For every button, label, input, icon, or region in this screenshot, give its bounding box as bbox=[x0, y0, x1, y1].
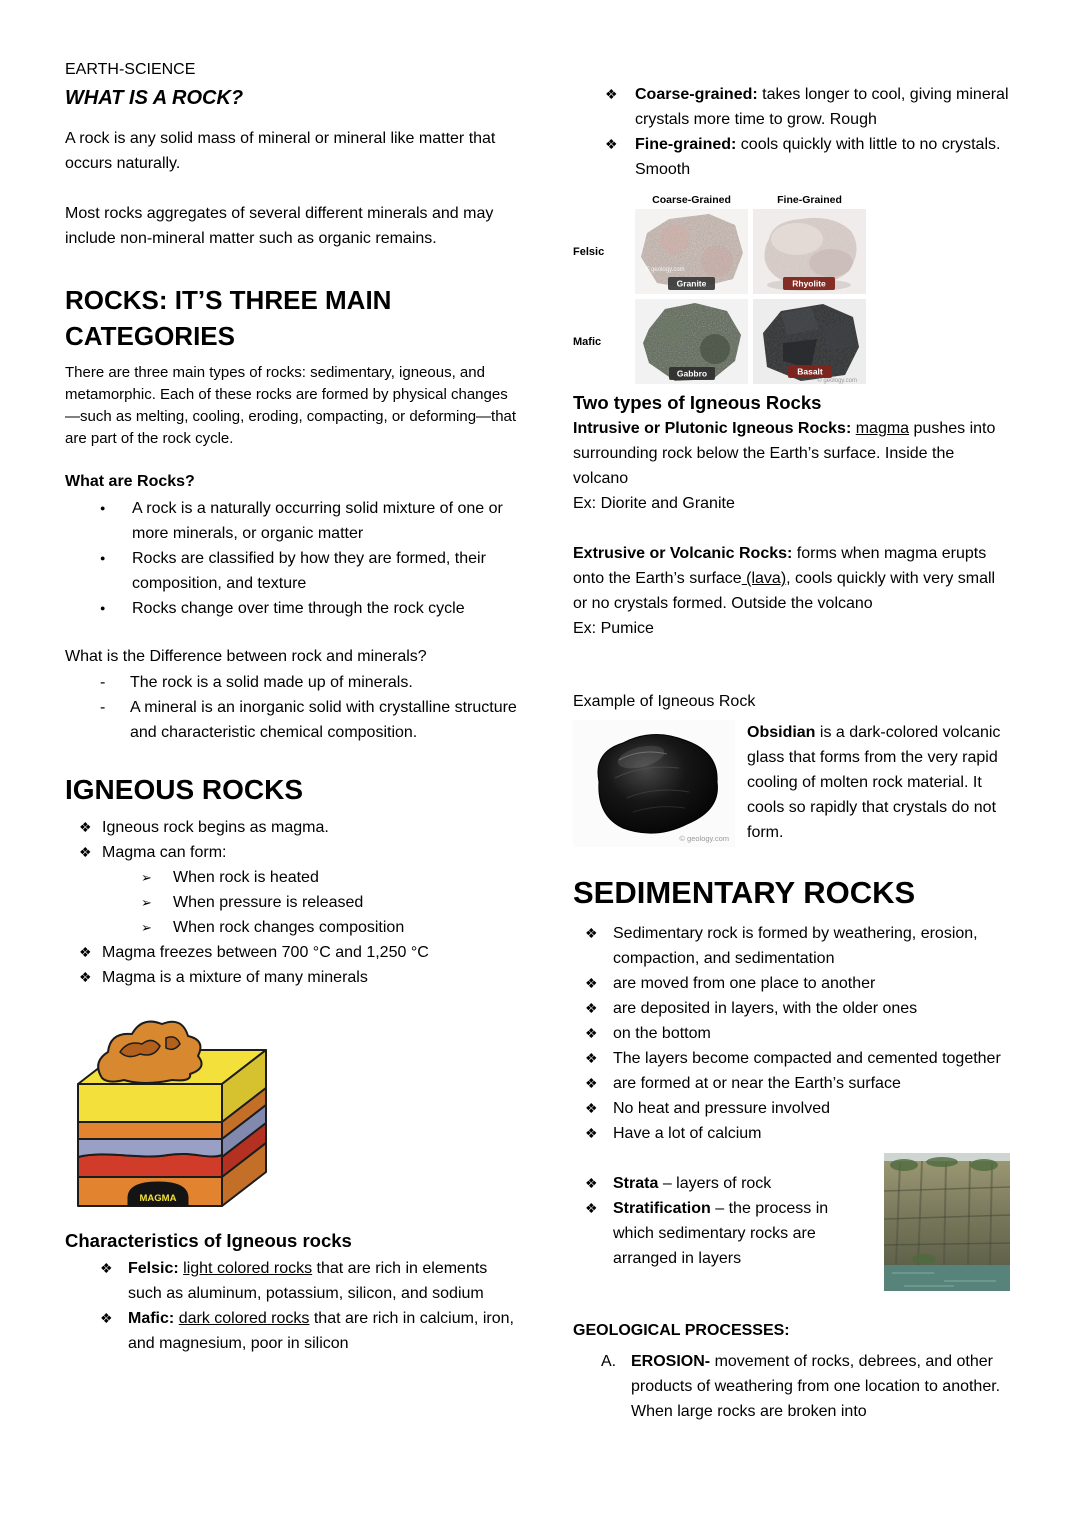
diamond-bullet-icon bbox=[585, 971, 613, 996]
intrusive-underlined: magma bbox=[855, 420, 910, 437]
difference-list bbox=[65, 670, 521, 745]
diamond-bullet-icon bbox=[585, 1121, 613, 1146]
what-are-rocks-list bbox=[65, 496, 521, 623]
igneous-rock-comparison-figure bbox=[573, 194, 1010, 384]
diamond-bullet-icon bbox=[79, 840, 102, 865]
diamond-bullet-icon bbox=[79, 940, 102, 965]
geological-processes-heading: GEOLOGICAL PROCESSES: bbox=[573, 1322, 790, 1339]
intro-paragraph-2: Most rocks aggregates of several different minerals and may include non-mineral matter such as organic remains. bbox=[65, 205, 494, 247]
felsic-item bbox=[100, 1256, 521, 1306]
granite-photo bbox=[635, 209, 748, 294]
coarse-grained-item bbox=[605, 82, 1010, 132]
diamond-bullet-icon bbox=[585, 921, 613, 946]
list-item: ➢ When rock changes composition bbox=[141, 915, 521, 940]
mafic-underlined: dark colored rocks bbox=[178, 1310, 310, 1327]
erosion-text: movement of rocks, debrees, and other products of weathering from one location to another. When large rocks are broken into bbox=[631, 1353, 1001, 1420]
strata-section bbox=[573, 1171, 1010, 1291]
list-item: ➢ When rock is heated bbox=[141, 865, 521, 890]
magma-forms-list bbox=[65, 865, 521, 940]
magma-label: MAGMA bbox=[139, 1193, 177, 1204]
extrusive-text: , cools quickly with very small or no crystals formed. Outside the volcano bbox=[573, 570, 996, 612]
what-are-rocks-heading: What are Rocks? bbox=[65, 473, 195, 490]
coarse-label: Coarse-grained: bbox=[635, 86, 758, 103]
sedimentary-list bbox=[573, 921, 1010, 1146]
erosion-item bbox=[601, 1349, 1010, 1424]
intrusive-example: Ex: Diorite and Granite bbox=[573, 495, 735, 512]
coarse-text: takes longer to cool, giving mineral crystals more time to grow. Rough bbox=[635, 86, 1009, 128]
disc-bullet-icon bbox=[100, 546, 132, 573]
list-item: ➢ When pressure is released bbox=[141, 890, 521, 915]
obsidian-label: Obsidian bbox=[747, 724, 816, 741]
diamond-bullet-icon bbox=[79, 815, 102, 840]
difference-question: What is the Difference between rock and minerals? bbox=[65, 648, 427, 665]
alpha-list-marker: A. bbox=[601, 1353, 617, 1370]
list-item: ❖ are moved from one place to another bbox=[585, 971, 1010, 996]
diamond-bullet-icon bbox=[605, 82, 635, 107]
right-column bbox=[573, 58, 1010, 1495]
granite-watermark: © geology.com bbox=[645, 267, 685, 273]
diamond-bullet-icon bbox=[585, 996, 613, 1021]
basalt-label: Basalt bbox=[797, 366, 823, 377]
fine-grained-column-header: Fine-Grained bbox=[777, 194, 842, 206]
strata-cliff-image bbox=[884, 1153, 1010, 1291]
fine-text: cools quickly with little to no crystals. Smooth bbox=[635, 136, 1001, 178]
stratification-item bbox=[585, 1196, 872, 1271]
igneous-list-2 bbox=[65, 940, 521, 990]
rhyolite-label: Rhyolite bbox=[792, 278, 826, 289]
erosion-label: EROSION- bbox=[631, 1353, 711, 1370]
geological-processes-list bbox=[573, 1349, 1010, 1424]
dash-bullet-icon bbox=[100, 670, 130, 695]
obsidian-text: is a dark-colored volcanic glass that forms from the very rapid cooling of molten rock material. It cools so rapidly that crystals do not form. bbox=[747, 724, 1001, 841]
mafic-row-label: Mafic bbox=[573, 335, 602, 348]
stratification-text: – the process in which sedimentary rocks are arranged in layers bbox=[613, 1200, 829, 1267]
list-item: ❖ The layers become compacted and cemented together bbox=[585, 1046, 1010, 1071]
diamond-bullet-icon bbox=[79, 965, 102, 990]
list-item: ❖ Igneous rock begins as magma. bbox=[79, 815, 521, 840]
dash-bullet-icon bbox=[100, 695, 130, 720]
grid-column-headers bbox=[573, 194, 1010, 206]
list-item: ❖ No heat and pressure involved bbox=[585, 1096, 1010, 1121]
mafic-text: that are rich in calcium, iron, and magnesium, poor in silicon bbox=[128, 1310, 514, 1352]
igneous-list bbox=[65, 815, 521, 865]
list-item: - The rock is a solid made up of minerals. bbox=[100, 670, 521, 695]
list-item: ❖ Sedimentary rock is formed by weathering, erosion, compaction, and sedimentation bbox=[585, 921, 1010, 971]
diamond-bullet-icon bbox=[585, 1071, 613, 1096]
categories-heading: ROCKS: IT’S THREE MAIN CATEGORIES bbox=[65, 285, 392, 351]
felsic-underlined: light colored rocks bbox=[183, 1260, 313, 1277]
sedimentary-heading: SEDIMENTARY ROCKS bbox=[573, 875, 916, 910]
obsidian-photo bbox=[573, 720, 735, 847]
intrusive-label: Intrusive or Plutonic Igneous Rocks: bbox=[573, 420, 852, 437]
diamond-bullet-icon bbox=[585, 1171, 613, 1196]
characteristics-list bbox=[65, 1256, 521, 1356]
diamond-bullet-icon bbox=[585, 1196, 613, 1221]
list-item: ❖ Magma freezes between 700 °C and 1,250 °C bbox=[79, 940, 521, 965]
intrusive-text: pushes into surrounding rock below the Earth’s surface. Inside the volcano bbox=[573, 420, 996, 487]
diamond-bullet-icon bbox=[585, 1096, 613, 1121]
list-item: ● A rock is a naturally occurring solid mixture of one or more minerals, or organic matter bbox=[100, 496, 521, 546]
course-label: EARTH-SCIENCE bbox=[65, 61, 196, 78]
diamond-bullet-icon bbox=[585, 1046, 613, 1071]
left-column bbox=[65, 58, 521, 1495]
strata-item bbox=[585, 1171, 872, 1196]
intrusive-paragraph bbox=[573, 416, 1010, 491]
arrow-bullet-icon bbox=[141, 890, 173, 915]
list-item: ❖ Magma can form: bbox=[79, 840, 521, 865]
obsidian-watermark: © geology.com bbox=[679, 834, 729, 843]
list-item: ❖ are formed at or near the Earth’s surface bbox=[585, 1071, 1010, 1096]
list-item: ❖ on the bottom bbox=[585, 1021, 1010, 1046]
arrow-bullet-icon bbox=[141, 865, 173, 890]
list-item: ● Rocks change over time through the rock cycle bbox=[100, 596, 521, 623]
felsic-label: Felsic: bbox=[128, 1260, 179, 1277]
stratification-label: Stratification bbox=[613, 1200, 711, 1217]
diamond-bullet-icon bbox=[100, 1256, 128, 1281]
rhyolite-photo bbox=[753, 209, 866, 294]
basalt-watermark: © geology.com bbox=[817, 378, 857, 384]
granite-label: Granite bbox=[676, 278, 707, 289]
extrusive-label: Extrusive or Volcanic Rocks: bbox=[573, 545, 793, 562]
list-item: - A mineral is an inorganic solid with crystalline structure and characteristic chemical composition. bbox=[100, 695, 521, 745]
characteristics-heading: Characteristics of Igneous rocks bbox=[65, 1230, 352, 1251]
gabbro-label: Gabbro bbox=[676, 368, 708, 379]
felsic-row bbox=[573, 209, 1010, 294]
strata-label: Strata bbox=[613, 1175, 659, 1192]
grid-spacer bbox=[573, 194, 635, 206]
example-caption: Example of Igneous Rock bbox=[573, 693, 756, 710]
felsic-text: that are rich in elements such as aluminum, potassium, silicon, and sodium bbox=[128, 1260, 488, 1302]
list-item: ❖ Have a lot of calcium bbox=[585, 1121, 1010, 1146]
extrusive-paragraph bbox=[573, 541, 1010, 616]
grain-list bbox=[573, 82, 1010, 182]
felsic-row-label: Felsic bbox=[573, 245, 605, 258]
categories-body: There are three main types of rocks: sedimentary, igneous, and metamorphic. Each of these rocks are formed by physical changes—such as melting, cooling, eroding, compacting, or deforming—that are part of the rock cycle. bbox=[65, 364, 517, 447]
list-item: ● Rocks are classified by how they are formed, their composition, and texture bbox=[100, 546, 521, 596]
fine-grained-item bbox=[605, 132, 1010, 182]
arrow-bullet-icon bbox=[141, 915, 173, 940]
igneous-heading: IGNEOUS ROCKS bbox=[65, 774, 304, 805]
mafic-row bbox=[573, 299, 1010, 384]
obsidian-description bbox=[747, 720, 1010, 847]
mafic-item bbox=[100, 1306, 521, 1356]
gabbro-photo bbox=[635, 299, 748, 384]
coarse-grained-column-header: Coarse-Grained bbox=[652, 194, 731, 206]
strata-text: – layers of rock bbox=[662, 1175, 772, 1192]
list-item: ❖ Magma is a mixture of many minerals bbox=[79, 965, 521, 990]
extrusive-pre: forms when magma erupts onto the Earth’s surface bbox=[573, 545, 987, 587]
disc-bullet-icon bbox=[100, 596, 132, 623]
diamond-bullet-icon bbox=[605, 132, 635, 157]
magma-diagram-figure bbox=[68, 1004, 521, 1216]
extrusive-example: Ex: Pumice bbox=[573, 620, 654, 637]
obsidian-block bbox=[573, 720, 1010, 847]
diamond-bullet-icon bbox=[100, 1306, 128, 1331]
intro-paragraph-1: A rock is any solid mass of mineral or mineral like matter that occurs naturally. bbox=[65, 130, 496, 172]
two-types-heading: Two types of Igneous Rocks bbox=[573, 392, 822, 413]
list-item: ❖ are deposited in layers, with the older ones bbox=[585, 996, 1010, 1021]
fine-label: Fine-grained: bbox=[635, 136, 737, 153]
doc-title: WHAT IS A ROCK? bbox=[65, 87, 244, 109]
disc-bullet-icon bbox=[100, 496, 132, 523]
magma-diagram-image bbox=[68, 1004, 276, 1216]
mafic-label: Mafic: bbox=[128, 1310, 175, 1327]
extrusive-underlined: (lava) bbox=[741, 570, 787, 587]
basalt-photo bbox=[753, 299, 866, 384]
diamond-bullet-icon bbox=[585, 1021, 613, 1046]
